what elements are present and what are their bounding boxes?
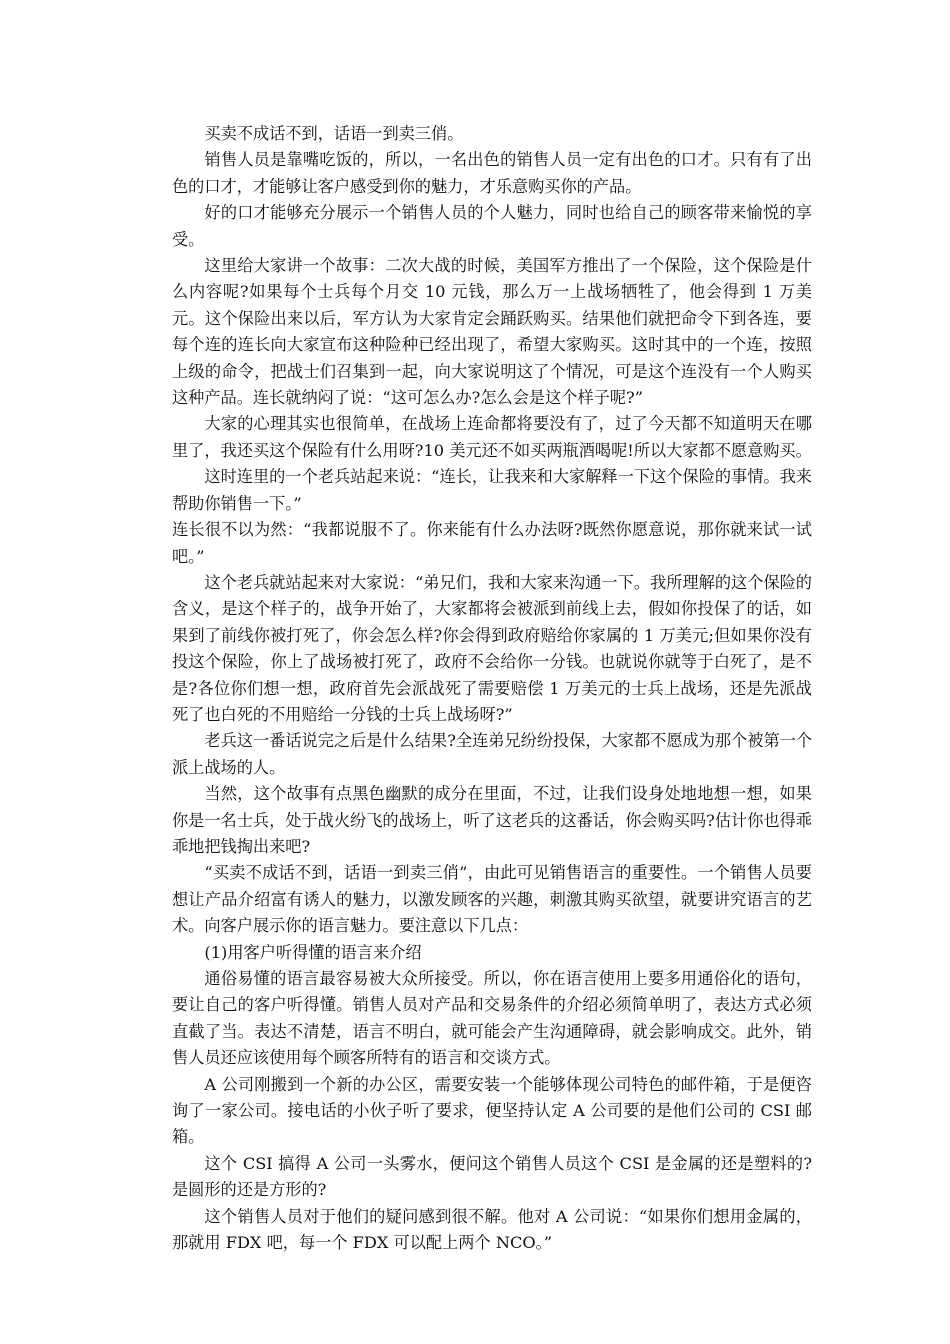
paragraph: 销售人员是靠嘴吃饭的，所以，一名出色的销售人员一定有出色的口才。只有有了出色的口才，才能够让客户感受到你的魅力，才乐意购买你的产品。 <box>172 150 812 196</box>
paragraph: 大家的心理其实也很简单，在战场上连命都将要没有了，过了今天都不知道明天在哪里了，我还买这个保险有什么用呀?10 美元还不如买两瓶酒喝呢!所以大家都不愿意购买。 <box>172 414 812 460</box>
document-body <box>172 121 812 1256</box>
paragraph: 好的口才能够充分展示一个销售人员的个人魅力，同时也给自己的顾客带来愉悦的享受。 <box>172 203 812 249</box>
paragraph: 买卖不成话不到，话语一到卖三俏。 <box>204 124 464 143</box>
paragraph: 这个 CSI 搞得 A 公司一头雾水，便问这个销售人员这个 CSI 是金属的还是塑料的?是圆形的还是方形的? <box>172 1153 812 1200</box>
paragraph: “买卖不成话不到，话语一到卖三俏”，由此可见销售语言的重要性。一个销售人员要想让产品介绍富有诱人的魅力，以激发顾客的兴趣，刺激其购买欲望，就要讲究语言的艺术。向客户展示你的语言魅力。要注意以下几点： <box>172 863 812 936</box>
paragraph: 这时连里的一个老兵站起来说：“连长，让我来和大家解释一下这个保险的事情。我来帮助你销售一下。” <box>172 467 812 513</box>
paragraph: 这个老兵就站起来对大家说：“弟兄们，我和大家来沟通一下。我所理解的这个保险的含义，是这个样子的，战争开始了，大家都将会被派到前线上去，假如你投保了的话，如果到了前线你被打死了，你会怎么样?你会得到政府赔给你家属的 1 万美元;但如果你没有投这个保险，你上了战场被打死了，政府不会给你一分钱。也就说你就等于白死了，是不是?各位你们想一想，政府首先会派战死了需要赔偿 1 万美元的士兵上战场，还是先派战死了也白死的不用赔给一分钱的士兵上战场呀?” <box>172 572 812 724</box>
paragraph: A 公司刚搬到一个新的办公区，需要安装一个能够体现公司特色的邮件箱，于是便咨询了一家公司。接电话的小伙子听了要求，便坚持认定 A 公司要的是他们公司的 CSI 邮箱。 <box>172 1074 812 1147</box>
paragraph: 当然，这个故事有点黑色幽默的成分在里面，不过，让我们设身处地地想一想，如果你是一名士兵，处于战火纷飞的战场上，听了这老兵的这番话，你会购买吗?估计你也得乖乖地把钱掏出来吧? <box>172 784 812 856</box>
section-heading: (1)用客户听得懂的语言来介绍 <box>204 942 422 962</box>
paragraph: 这里给大家讲一个故事：二次大战的时候，美国军方推出了一个保险，这个保险是什么内容呢?如果每个士兵每个月交 10 元钱，那么万一上战场牺牲了，他会得到 1 万美元。这个保险出来以后，军方认为大家肯定会踊跃购买。结果他们就把命令下到各连，要每个连的连长向大家宣布这种险种已经出现了，希望大家购买。这时其中的一个连，按照上级的命令，把战士们召集到一起，向大家说明这了个情况，可是这个连没有一个人购买这种产品。连长就纳闷了说：“这可怎么办?怎么会是这个样子呢?” <box>172 256 812 408</box>
paragraph: 通俗易懂的语言最容易被大众所接受。所以，你在语言使用上要多用通俗化的语句，要让自己的客户听得懂。销售人员对产品和交易条件的介绍必须简单明了，表达方式必须直截了当。表达不清楚，语言不明白，就可能会产生沟通障碍，就会影响成交。此外，销售人员还应该使用每个顾客所特有的语言和交谈方式。 <box>172 969 812 1068</box>
paragraph: 连长很不以为然：“我都说服不了。你来能有什么办法呀?既然你愿意说，那你就来试一试吧。” <box>172 520 812 566</box>
paragraph: 老兵这一番话说完之后是什么结果?全连弟兄纷纷投保，大家都不愿成为那个被第一个派上战场的人。 <box>172 731 813 777</box>
paragraph: 这个销售人员对于他们的疑问感到很不解。他对 A 公司说：“如果你们想用金属的，那就用 FDX 吧，每一个 FDX 可以配上两个 NCO。” <box>172 1206 812 1253</box>
